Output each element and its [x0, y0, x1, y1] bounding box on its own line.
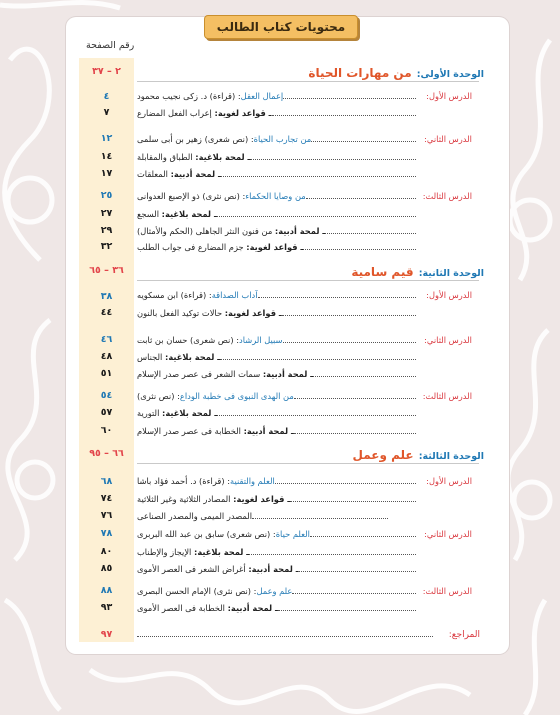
toc-entry	[137, 167, 419, 181]
entry-page: ٦٠	[100, 425, 113, 436]
toc-entry	[137, 333, 419, 347]
toc-entry	[137, 288, 419, 302]
entry-detail: المعلقات	[137, 169, 171, 179]
lesson-label: الدرس الأول:	[426, 290, 472, 300]
entry-title: من وصايا الحكماء	[245, 191, 306, 201]
unit-underline	[137, 463, 479, 464]
entry-page: ١٤	[100, 151, 113, 162]
entry-title: سبيل الرشاد	[239, 335, 283, 345]
toc-entry	[137, 406, 419, 420]
entry-detail: : (قراءة) د. أحمد فؤاد باشا	[137, 476, 231, 486]
toc-entry	[137, 350, 419, 364]
entry-title: إعمال العقل	[240, 91, 284, 101]
entry-page: ٨٨	[100, 585, 113, 596]
entry-title: ـ قواعد لغوية:	[224, 308, 282, 318]
page-number-heading: رقم الصفحة	[86, 40, 135, 51]
toc-entry	[137, 189, 419, 203]
toc-entry	[137, 240, 419, 254]
toc-entry	[137, 527, 419, 541]
entry-page: ٨٠	[100, 546, 113, 557]
entry-title: ـ لمحة بلاغية:	[194, 547, 250, 557]
toc-entry	[137, 150, 419, 164]
entry-title: ـ لمحة بلاغية:	[162, 408, 218, 418]
entry-detail: الطباق والمقابلة	[137, 152, 196, 162]
lesson-label: الدرس الأول:	[426, 91, 472, 101]
entry-page: ٧٨	[100, 528, 113, 539]
unit-page-range: ٢ – ٣٧	[92, 66, 121, 77]
entry-page: ٤٨	[100, 351, 113, 362]
entry-detail: : (قراءة) د. زكى نجيب محمود	[137, 91, 241, 101]
entry-page: ٩٣	[100, 602, 113, 613]
entry-title: ـ لمحة أدبية:	[248, 564, 299, 574]
lesson-label: الدرس الثاني:	[424, 529, 472, 539]
entry-page: ٤	[103, 91, 110, 102]
entry-detail: : (نص نثرى)	[137, 391, 180, 401]
unit-label: الوحدة الثالثة:	[418, 451, 484, 462]
entry-detail: سمات الشعر فى عصر صدر الإسلام	[137, 369, 263, 379]
entry-detail: الخطابة فى العصر الأموى	[137, 603, 228, 613]
entry-page: ٥١	[100, 368, 113, 379]
entry-title: من الهدى النبوى فى خطبة الوداع	[179, 391, 294, 401]
toc-entry	[137, 89, 419, 103]
entry-title: من تجارب الحياة	[253, 134, 312, 144]
entry-detail: التورية	[137, 408, 163, 418]
entry-detail: : (نص شعرى) حسان بن ثابت	[137, 335, 240, 345]
entry-title: ـ لمحة أدبية:	[274, 226, 326, 236]
lesson-label: الدرس الثاني:	[424, 335, 472, 345]
entry-title: ـ قواعد لغوية:	[233, 494, 291, 504]
entry-page: ٤٤	[100, 307, 113, 318]
entry-title: آداب الصداقة	[211, 290, 258, 300]
entry-page: ٣٢	[100, 241, 113, 252]
toc-entry	[137, 474, 419, 488]
entry-detail: الجناس	[137, 352, 165, 362]
entry-title: ـ لمحة أدبية:	[243, 426, 294, 436]
unit-label: الوحدة الأولى:	[416, 69, 484, 80]
entry-page: ٢٥	[100, 190, 113, 201]
unit-underline	[137, 81, 479, 82]
entry-page: ٥٤	[100, 390, 113, 401]
entry-page: ٦٨	[100, 476, 113, 487]
entry-detail: حالات توكيد الفعل بالنون	[137, 308, 225, 318]
entry-detail: : (نص شعرى) سابق بن عبد الله البربرى	[137, 529, 276, 539]
entry-title: ـ لمحة بلاغية:	[161, 209, 217, 219]
entry-title: ـ لمحة بلاغية:	[165, 352, 221, 362]
entry-title: العلم والتقنية	[230, 476, 275, 486]
references-leader	[137, 636, 433, 637]
references-page: ٩٧	[100, 629, 113, 640]
toc-entry	[137, 424, 419, 438]
entry-detail: الإيجاز والإطناب	[137, 547, 195, 557]
entry-detail: : (نص شعرى) زهير بن أبى سلمى	[137, 134, 254, 144]
entry-page: ٣٨	[100, 291, 113, 302]
entry-detail: أغراض الشعر فى العصر الأموى	[137, 564, 249, 574]
entry-detail: : (نص نثرى) الإمام الحسن البصرى	[137, 586, 257, 596]
entry-detail: إعراب الفعل المضارع	[137, 108, 215, 118]
toc-entry	[137, 132, 419, 146]
toc-entry	[137, 106, 419, 120]
entry-detail: المصادر الثلاثية وغير الثلاثية	[137, 494, 234, 504]
unit-underline	[137, 280, 479, 281]
entry-title: ـ قواعد لغوية:	[246, 242, 304, 252]
entry-title: ـ لمحة أدبية:	[170, 169, 221, 179]
entry-page: ٨٥	[100, 563, 113, 574]
toc-entry	[137, 509, 391, 523]
toc-entry	[137, 562, 419, 576]
entry-title: علم وعمل	[256, 586, 293, 596]
toc-entry	[137, 584, 419, 598]
entry-detail: : (نص نثرى) ذو الإصبع العدوانى	[137, 191, 246, 201]
entry-page: ٢٩	[100, 225, 113, 236]
entry-page: ١٧	[100, 168, 113, 179]
entry-detail: الخطابة فى عصر صدر الإسلام	[137, 426, 244, 436]
entry-page: ٧٤	[100, 493, 113, 504]
entry-page: ٧٦	[100, 510, 113, 521]
entry-detail: جزم المضارع فى جواب الطلب	[137, 242, 247, 252]
toc-entry	[137, 601, 419, 615]
unit-name: قيم سامية	[351, 265, 414, 279]
lesson-label: الدرس الثالث:	[422, 586, 472, 596]
lesson-label: الدرس الثاني:	[424, 134, 472, 144]
unit-page-range: ٣٦ – ٦٥	[89, 265, 124, 276]
entry-title: ـ لمحة بلاغية:	[195, 152, 251, 162]
entry-detail: المصدر الميمى والمصدر الصناعى	[137, 511, 253, 521]
lesson-label: الدرس الأول:	[426, 476, 472, 486]
page-title: محتويات كتاب الطالب	[204, 15, 358, 39]
toc-entry	[137, 224, 419, 238]
entry-title: ـ لمحة أدبية:	[227, 603, 278, 613]
lesson-label: الدرس الثالث:	[422, 391, 472, 401]
unit-name: من مهارات الحياة	[308, 66, 412, 80]
toc-entry	[137, 545, 419, 559]
entry-page: ٥٧	[100, 407, 113, 418]
unit-label: الوحدة الثانية:	[418, 268, 484, 279]
entry-title: ـ لمحة أدبية:	[262, 369, 314, 379]
entry-title: العلم حياة	[275, 529, 310, 539]
entry-detail: من فنون النثر الجاهلى (الحكم والأمثال)	[137, 226, 275, 236]
lesson-label: الدرس الثالث:	[422, 191, 472, 201]
entry-detail: السجع	[137, 209, 162, 219]
entry-page: ٧	[103, 107, 110, 118]
toc-entry	[137, 207, 419, 221]
toc-entry	[137, 306, 419, 320]
entry-detail: : (قراءة) ابن مسكويه	[137, 290, 212, 300]
toc-entry	[137, 492, 419, 506]
unit-page-range: ٦٦ – ٩٥	[89, 448, 124, 459]
unit-name: علم وعمل	[352, 448, 414, 462]
toc-entry	[137, 389, 419, 403]
entry-page: ١٢	[100, 133, 113, 144]
entry-page: ٤٦	[100, 334, 113, 345]
toc-entry	[137, 367, 419, 381]
entry-page: ٢٧	[100, 208, 113, 219]
references-label: المراجع:	[448, 630, 480, 640]
entry-title: ـ قواعد لغوية:	[214, 108, 272, 118]
